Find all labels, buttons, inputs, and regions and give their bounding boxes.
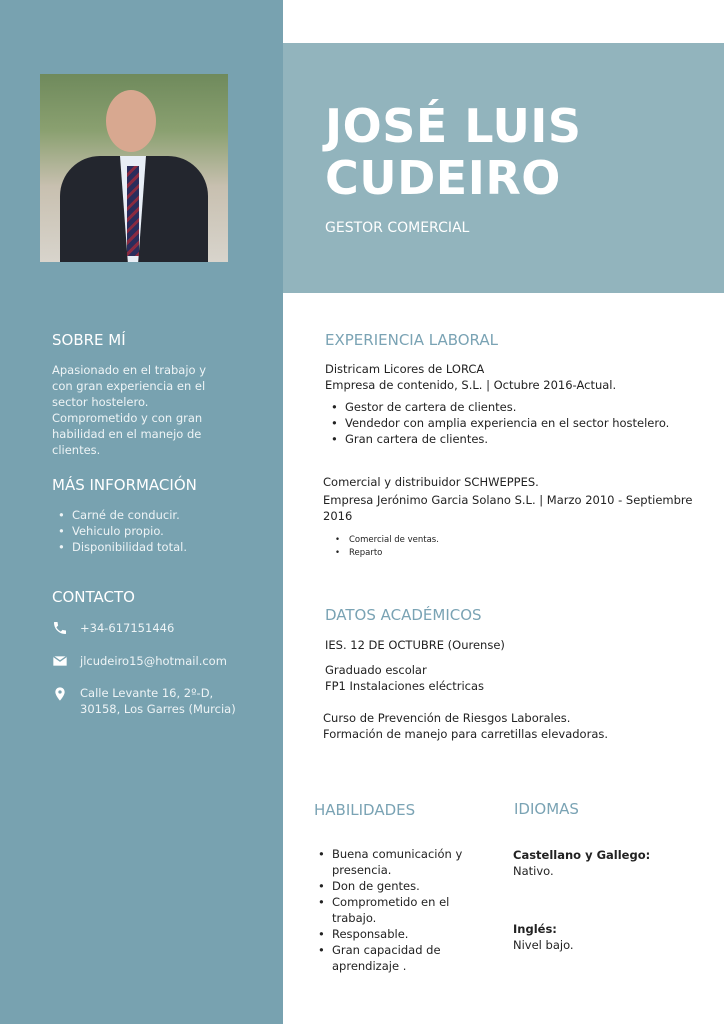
more-info-list (52, 507, 222, 555)
person-name (325, 100, 582, 204)
degree: Graduado escolar (325, 663, 427, 677)
list-item: • Vendedor con amplia experiencia en el sector hostelero. (325, 415, 705, 431)
address-line2: 30158, Los Garres (Murcia) (80, 702, 236, 716)
language-name: Inglés: (513, 922, 557, 936)
job-duties (323, 534, 693, 560)
language-level: Nivel bajo. (513, 938, 574, 952)
languages-heading: IDIOMAS (514, 800, 579, 818)
name-line1: JOSÉ LUIS (325, 99, 582, 153)
list-item: • Gestor de cartera de clientes. (325, 399, 705, 415)
list-item: • Comercial de ventas. (329, 534, 693, 547)
email-text: jlcudeiro15@hotmail.com (80, 654, 227, 668)
address-text (80, 685, 236, 717)
list-item: • Buena comunicación y presencia. (312, 846, 487, 878)
list-item: • Vehiculo propio. (52, 523, 222, 539)
job-company: Comercial y distribuidor SCHWEPPES. (323, 475, 539, 489)
list-item: • Don de gentes. (312, 878, 487, 894)
job-duties (325, 399, 705, 447)
job-company: Districam Licores de LORCA (325, 362, 485, 376)
about-heading: SOBRE MÍ (52, 331, 126, 349)
more-info-heading: MÁS INFORMACIÓN (52, 476, 197, 494)
skills-heading: HABILIDADES (314, 801, 416, 819)
list-item: • Disponibilidad total. (52, 539, 222, 555)
list-item: • Reparto (329, 547, 693, 560)
name-line2: CUDEIRO (325, 151, 561, 205)
education-degrees (325, 662, 484, 694)
address-line1: Calle Levante 16, 2º-D, (80, 686, 214, 700)
list-item: • Carné de conducir. (52, 507, 222, 523)
job-entry (325, 361, 705, 447)
degree: FP1 Instalaciones eléctricas (325, 679, 485, 693)
contact-phone (52, 620, 174, 636)
list-item: • Responsable. (312, 926, 487, 942)
location-pin-icon (52, 685, 68, 703)
about-text: Apasionado en el trabajo y con gran experiencia en el sector hostelero. Comprometido y con gran habilidad en el manejo de clientes. (52, 363, 207, 457)
language-entry (513, 847, 650, 879)
list-item: • Comprometido en el trabajo. (312, 894, 487, 926)
job-detail: Empresa Jerónimo Garcia Solano S.L. | Marzo 2010 - Septiembre 2016 (323, 493, 693, 523)
list-item: • Gran cartera de clientes. (325, 431, 705, 447)
job-detail: Empresa de contenido, S.L. | Octubre 2016-Actual. (325, 378, 617, 392)
language-level: Nativo. (513, 864, 554, 878)
skills-list (312, 846, 487, 974)
mail-icon (52, 653, 68, 669)
job-title: GESTOR COMERCIAL (325, 220, 470, 236)
experience-heading: EXPERIENCIA LABORAL (325, 331, 498, 349)
phone-icon (52, 620, 68, 636)
course: Formación de manejo para carretillas elevadoras. (323, 727, 609, 741)
phone-text: +34-617151446 (80, 621, 175, 635)
course: Curso de Prevención de Riesgos Laborales. (323, 711, 571, 725)
education-school: IES. 12 DE OCTUBRE (Ourense) (325, 638, 505, 652)
contact-address (52, 685, 236, 717)
contact-email (52, 653, 227, 669)
education-courses (323, 710, 608, 742)
language-name: Castellano y Gallego: (513, 848, 651, 862)
education-heading: DATOS ACADÉMICOS (325, 606, 482, 624)
contact-heading: CONTACTO (52, 588, 135, 606)
profile-photo (40, 74, 228, 262)
language-entry (513, 921, 574, 953)
job-entry (323, 474, 693, 560)
list-item: • Gran capacidad de aprendizaje . (312, 942, 487, 974)
